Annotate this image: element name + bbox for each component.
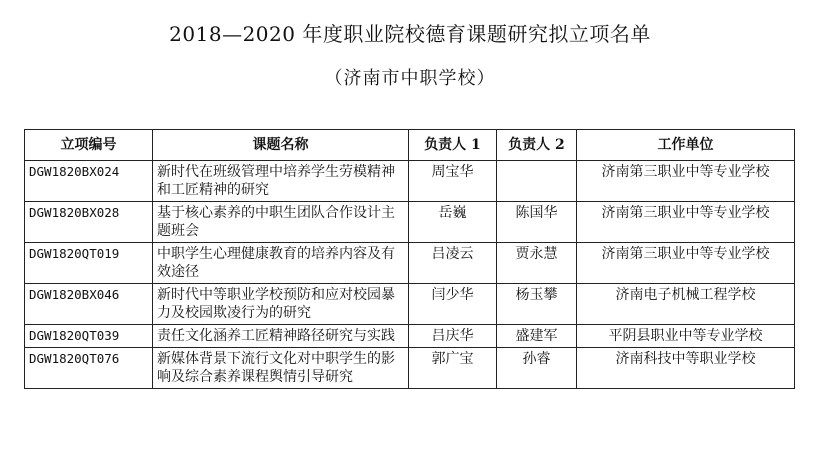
header-leader2: 负责人 2 [497, 130, 577, 161]
leader-1: 吕庆华 [409, 325, 497, 348]
table-row [25, 348, 795, 389]
table-row [25, 325, 795, 348]
leader-1: 吕凌云 [409, 243, 497, 284]
table-row [25, 284, 795, 325]
leader-2: 贾永慧 [497, 243, 577, 284]
table-row [25, 243, 795, 284]
leader-2 [497, 161, 577, 202]
table-row [25, 202, 795, 243]
work-unit: 济南第三职业中等专业学校 [577, 161, 795, 202]
table-header-row [25, 130, 795, 161]
leader-2: 盛建军 [497, 325, 577, 348]
leader-1: 闫少华 [409, 284, 497, 325]
document-subtitle: （济南市中职学校） [324, 68, 496, 89]
project-topic: 新媒体背景下流行文化对中职学生的影响及综合素养课程舆情引导研究 [153, 348, 409, 389]
project-list-table [24, 129, 795, 389]
project-topic: 责任文化涵养工匠精神路径研究与实践 [153, 325, 409, 348]
project-topic: 中职学生心理健康教育的培养内容及有效途径 [153, 243, 409, 284]
header-code: 立项编号 [25, 130, 153, 161]
work-unit: 平阴县职业中等专业学校 [577, 325, 795, 348]
header-leader1: 负责人 1 [409, 130, 497, 161]
leader-2: 孙睿 [497, 348, 577, 389]
project-code: DGW1820QT076 [25, 348, 153, 389]
leader-2: 杨玉攀 [497, 284, 577, 325]
project-topic: 基于核心素养的中职生团队合作设计主题班会 [153, 202, 409, 243]
header-unit: 工作单位 [577, 130, 795, 161]
work-unit: 济南电子机械工程学校 [577, 284, 795, 325]
project-code: DGW1820QT039 [25, 325, 153, 348]
table-row [25, 161, 795, 202]
leader-1: 岳巍 [409, 202, 497, 243]
work-unit: 济南第三职业中等专业学校 [577, 202, 795, 243]
leader-1: 周宝华 [409, 161, 497, 202]
project-topic: 新时代在班级管理中培养学生劳模精神和工匠精神的研究 [153, 161, 409, 202]
leader-2: 陈国华 [497, 202, 577, 243]
project-code: DGW1820BX028 [25, 202, 153, 243]
project-topic: 新时代中等职业学校预防和应对校园暴力及校园欺凌行为的研究 [153, 284, 409, 325]
project-code: DGW1820QT019 [25, 243, 153, 284]
work-unit: 济南科技中等职业学校 [577, 348, 795, 389]
project-code: DGW1820BX046 [25, 284, 153, 325]
project-code: DGW1820BX024 [25, 161, 153, 202]
header-topic: 课题名称 [153, 130, 409, 161]
work-unit: 济南第三职业中等专业学校 [577, 243, 795, 284]
document-title: 2018—2020 年度职业院校德育课题研究拟立项名单 [169, 22, 651, 46]
leader-1: 郭广宝 [409, 348, 497, 389]
